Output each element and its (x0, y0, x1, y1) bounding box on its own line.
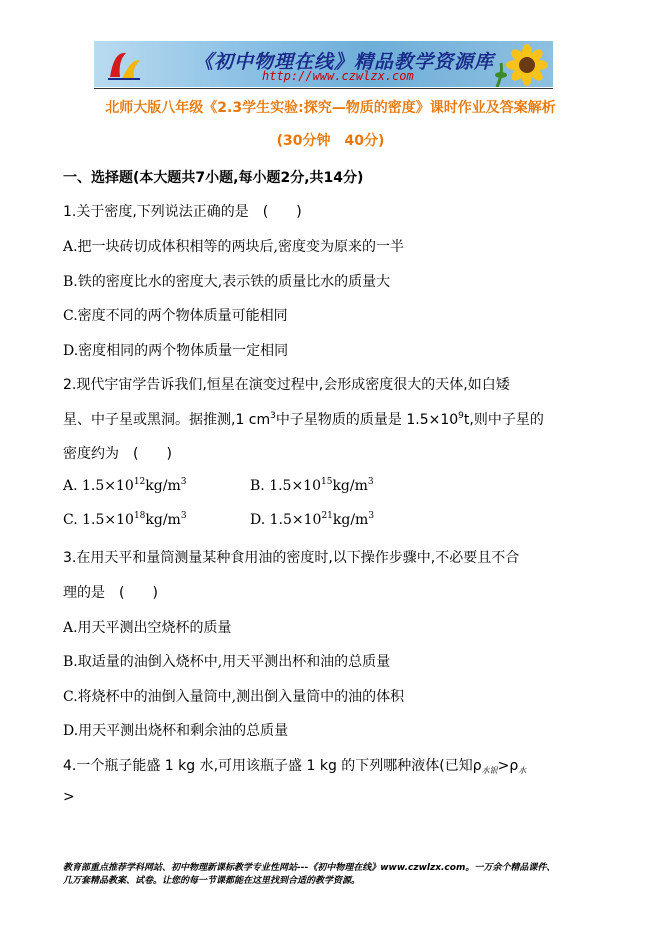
question-2-text-b: 中子星物质的质量是 1.5×10 (275, 412, 459, 428)
footer-line-2: 几万套精品教案、试卷。让您的每一节课都能在这里找到合适的教学资源。 (63, 876, 361, 886)
question-3-option-a: A.用天平测出空烧杯的质量 (63, 620, 232, 636)
q2d-exp: 21 (321, 511, 333, 521)
banner-title: 《初中物理在线》精品教学资源库 (194, 51, 495, 73)
sunflower-icon (493, 43, 551, 87)
question-4-stem-line2: > (63, 789, 75, 805)
question-1-option-c: C.密度不同的两个物体质量可能相同 (63, 308, 288, 324)
question-4-stem-line1 (63, 755, 526, 776)
q2a-pre: A. 1.5×10 (63, 478, 134, 494)
q2a-uexp: 3 (180, 477, 187, 487)
q4-sub-water: 水 (518, 766, 527, 775)
header-banner (94, 41, 553, 87)
question-3-option-d: D.用天平测出烧杯和剩余油的总质量 (63, 723, 289, 739)
question-2-stem-line3: 密度约为 ( ) (63, 446, 172, 462)
question-2-exp-a: 3 (270, 411, 276, 421)
document-title: 北师大版八年级《2.3学生实验:探究—物质的密度》课时作业及答案解析 (105, 100, 556, 116)
question-2-option-d (250, 512, 374, 528)
question-3-stem-line2: 理的是 ( ) (63, 585, 158, 601)
question-2-text-c: t,则中子星的 (463, 412, 544, 428)
question-2-option-b (250, 478, 374, 494)
question-2-option-c (63, 512, 187, 528)
q2c-pre: C. 1.5×10 (63, 512, 134, 528)
site-logo-icon (104, 47, 144, 83)
question-2-exp-b: 9 (458, 411, 464, 421)
q2b-exp: 15 (321, 477, 333, 487)
q2c-unit: kg/m (145, 512, 181, 528)
q2d-uexp: 3 (368, 511, 375, 521)
q4-sub-mercury: 水银 (481, 766, 498, 775)
question-1-option-a: A.把一块砖切成体积相等的两块后,密度变为原来的一半 (63, 239, 405, 255)
q2b-uexp: 3 (367, 477, 374, 487)
q4-text: 4.一个瓶子能盛 1 kg 水,可用该瓶子盛 1 kg 的下列哪种液体(已知ρ (63, 758, 482, 774)
footer-line-1: 教育部重点推荐学科网站、初中物理新课标教学专业性网站---《初中物理在线》www.czwlzx.com。一万余个精品课件、 (63, 863, 556, 873)
q2b-pre: B. 1.5×10 (250, 478, 321, 494)
section-heading: 一、选择题(本大题共7小题,每小题2分,共14分) (63, 170, 364, 186)
question-1-stem: 1.关于密度,下列说法正确的是 ( ) (63, 204, 302, 220)
question-3-option-b: B.取适量的油倒入烧杯中,用天平测出杯和油的总质量 (63, 654, 391, 670)
banner-url[interactable]: http://www.czwlzx.com (262, 69, 414, 83)
question-2-stem-line1: 2.现代宇宙学告诉我们,恒星在演变过程中,会形成密度很大的天体,如白矮 (63, 377, 510, 393)
document-subtitle: (30分钟 40分) (276, 133, 385, 149)
q2a-unit: kg/m (145, 478, 181, 494)
question-2-stem-line2 (63, 409, 544, 429)
q2c-uexp: 3 (180, 511, 187, 521)
q2d-pre: D. 1.5×10 (250, 512, 322, 528)
header-divider (94, 88, 553, 89)
question-1-option-d: D.密度相同的两个物体质量一定相同 (63, 343, 289, 359)
q4-mid: >ρ (497, 758, 519, 774)
q2a-exp: 12 (133, 477, 146, 487)
q2c-exp: 18 (133, 511, 146, 521)
question-2-text-a: 星、中子星或黑洞。据推测,1 cm (63, 412, 271, 428)
q2d-unit: kg/m (332, 512, 369, 528)
q2b-unit: kg/m (332, 478, 368, 494)
question-3-option-c: C.将烧杯中的油倒入量筒中,测出倒入量筒中的油的体积 (63, 689, 405, 705)
question-2-option-a (63, 478, 186, 494)
question-1-option-b: B.铁的密度比水的密度大,表示铁的质量比水的质量大 (63, 274, 391, 290)
question-3-stem-line1: 3.在用天平和量筒测量某种食用油的密度时,以下操作步骤中,不必要且不合 (63, 550, 520, 566)
